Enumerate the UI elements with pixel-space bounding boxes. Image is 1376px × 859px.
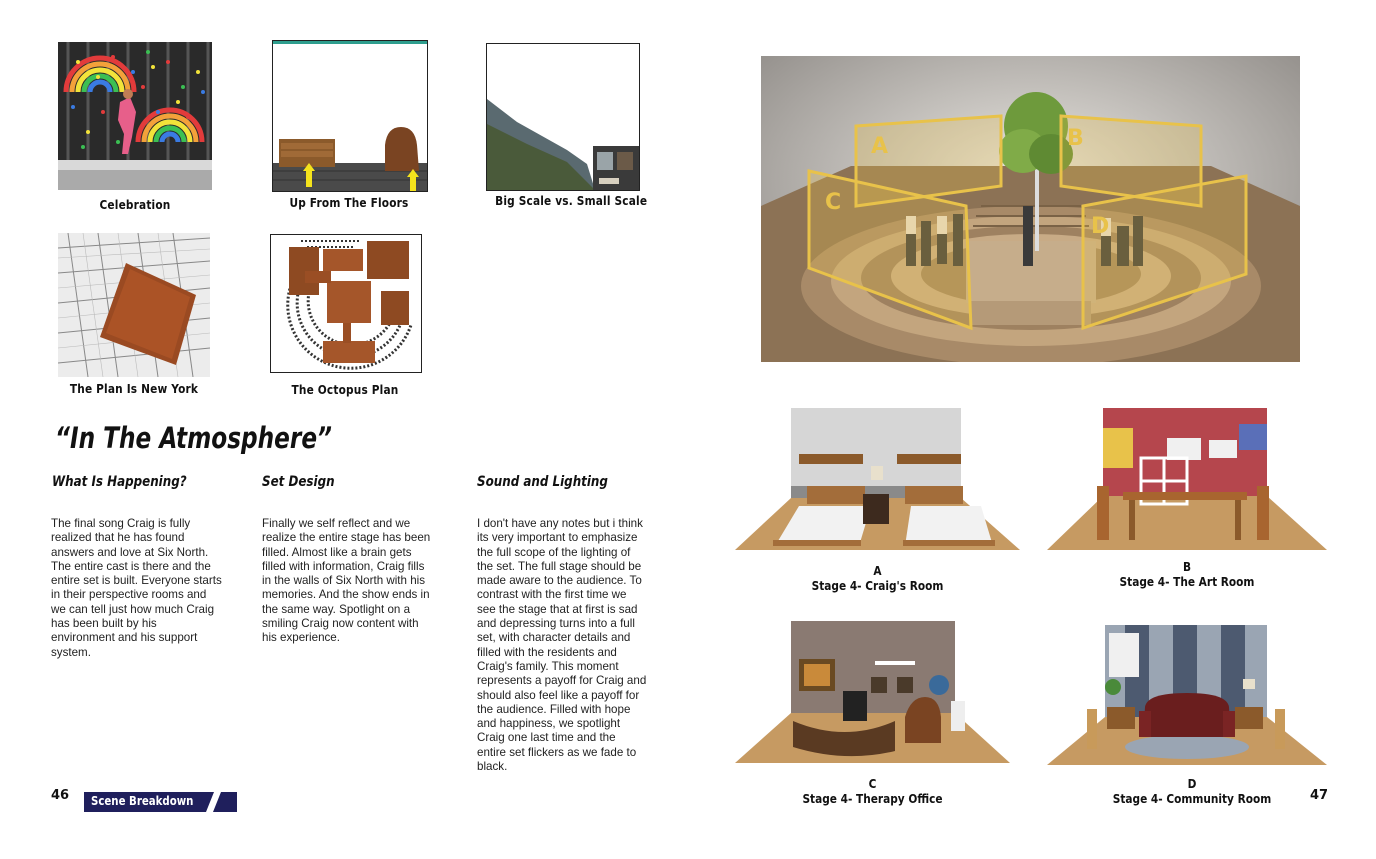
caption-big-vs-small: Big Scale vs. Small Scale: [495, 194, 648, 208]
stage-c-caption: [752, 777, 994, 807]
octopus-plan-thumbnail: [270, 234, 422, 373]
caption-celebration: Celebration: [99, 198, 171, 212]
text-set-design: Finally we self reflect and we realize the entire stage has been filled. Almost like a brain gets filled with information, Craig fills in the walls of Six North with his memories. And the show ends in the same way. Spotlight on a smiling Craig now content with his experience.: [262, 517, 431, 645]
stage-a-title: Stage 4- Craig's Room: [811, 579, 944, 593]
stage-b-render: [1047, 408, 1327, 550]
stage-a-letter: A: [873, 564, 882, 578]
text-sound-lighting: I don't have any notes but i think its very important to emphasize the full scope of the lighting of the set. The full stage should be made aware to the audience. To contrast with the first time we see the stage that at first is sad and depressing turns into a full set, with character details and filled with the residents and Craig's family. This moment represents a payoff for Craig and should also feel like a payoff for the audience. Filled with hope and happiness, we spotlight Craig one last time and the entire set flickers as we fade to black.: [477, 517, 647, 774]
footer-label: Scene Breakdown: [91, 794, 194, 808]
page-number-left: 46: [51, 788, 70, 803]
stage-d-title: Stage 4- Community Room: [1112, 792, 1272, 806]
stage-a-caption: [752, 564, 1003, 594]
stage-b-letter: B: [1182, 560, 1192, 574]
stage-c-render: [735, 621, 1010, 763]
stage-d-render: [1047, 625, 1327, 765]
model-label-a: A: [871, 134, 889, 159]
scene-title: “In The Atmosphere”: [55, 421, 332, 455]
model-label-c: C: [825, 190, 842, 215]
caption-octopus-plan: The Octopus Plan: [291, 383, 399, 397]
celebration-thumbnail: [58, 42, 212, 190]
page-number-right: 47: [1310, 788, 1329, 803]
up-from-floors-thumbnail: [272, 40, 428, 192]
stage-b-caption: [1064, 560, 1310, 590]
stage-c-title: Stage 4- Therapy Office: [802, 792, 943, 806]
model-label-b: B: [1067, 126, 1084, 151]
stage-a-render: [735, 408, 1020, 550]
big-vs-small-scale-thumbnail: [486, 43, 640, 191]
set-model-image: [761, 56, 1300, 362]
stage-c-letter: C: [868, 777, 877, 791]
stage-b-title: Stage 4- The Art Room: [1119, 575, 1255, 589]
heading-sound-lighting: Sound and Lighting: [477, 474, 608, 490]
heading-what-is-happening: What Is Happening?: [52, 474, 187, 490]
stage-d-letter: D: [1187, 777, 1197, 791]
plan-new-york-thumbnail: [58, 233, 210, 377]
caption-plan-new-york: The Plan Is New York: [69, 382, 199, 396]
stage-d-caption: [1064, 777, 1319, 807]
model-label-d: D: [1091, 214, 1110, 239]
text-what-is-happening: The final song Craig is fully realized that he has found answers and love at Six North. The entire cast is there and the entire set is built. Everyone starts in their perspective rooms and we can tell just how much Craig has been built by his environment and his support system.: [51, 517, 222, 659]
heading-set-design: Set Design: [262, 474, 335, 490]
caption-up-from-floors: Up From The Floors: [289, 196, 409, 210]
footer-banner: [84, 792, 237, 812]
